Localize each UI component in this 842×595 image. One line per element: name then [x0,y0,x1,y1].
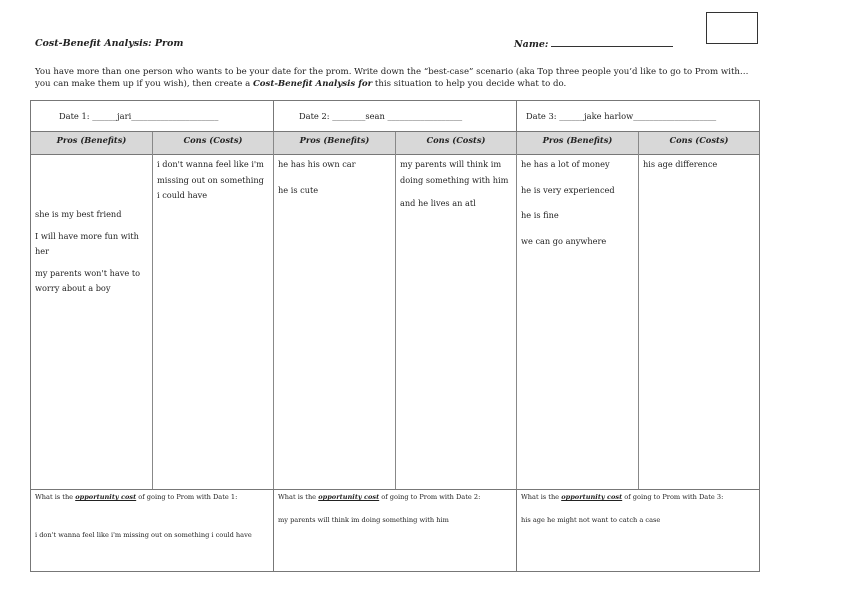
date-2-blank: ________ [332,111,366,121]
date-3-pros-header: Pros (Benefits) [517,132,639,155]
question-prefix: What is the [35,493,76,501]
name-field[interactable] [514,38,673,50]
date-2-con-item: my parents will think im doing something with him [400,159,509,185]
date-3-pros-cell[interactable] [517,155,639,489]
name-line[interactable] [551,38,673,47]
cost-benefit-table [30,100,760,572]
question-prefix: What is the [278,493,319,501]
date-1-pro-item: she is my best friend [35,209,122,219]
instructions-text-2: this situation to help you decide what to do. [372,78,567,89]
date-1-con-item: i don't wanna feel like i'm missing out on something i could have [157,159,264,200]
question-suffix: of going to Prom with Date 3: [622,493,724,501]
date-3-name: jake harlow [584,111,634,121]
date-2-label: Date 2: [299,111,330,121]
question-emphasis: opportunity cost [561,493,623,501]
name-label: Name: [514,39,549,50]
instructions [35,67,755,90]
worksheet-title: Cost-Benefit Analysis: Prom [35,38,184,49]
date-1-label: Date 1: [59,111,90,121]
date-2-cons-header: Cons (Costs) [396,132,517,155]
date-1-opportunity-question [35,491,269,504]
date-2-con-item: and he lives an atl [400,198,476,208]
date-3-opportunity-answer: his age he might not want to catch a case [521,516,661,524]
instructions-text-1: You have more than one person who wants to be your date for the prom. Write down the “best-case” scenario (aka Top three people you’d like to go to Prom with…you can make them up if you wish), then create a [35,67,749,89]
date-1-cell[interactable] [31,101,274,131]
score-box [706,12,758,44]
date-2-name: sean [365,111,385,121]
date-1-blank: ______ [92,111,118,121]
date-1-name: jari [117,111,132,121]
date-1-pro-item: my parents won't have to worry about a boy [35,267,141,293]
date-3-con-item: his age difference [643,159,718,169]
date-3-opportunity-cell[interactable] [517,490,759,572]
date-1-opportunity-answer: i don't wanna feel like i'm missing out on something i could have [35,531,252,539]
date-1-cons-cell[interactable] [153,155,274,489]
date-3-cell[interactable] [517,101,759,131]
date-3-opportunity-question [521,491,755,504]
date-3-pro-item: he is very experienced [521,184,615,195]
date-1-blank-end: _____________________ [131,111,219,121]
date-2-opportunity-question [278,491,512,504]
question-prefix: What is the [521,493,562,501]
question-suffix: of going to Prom with Date 1: [136,493,238,501]
date-3-blank: ______ [559,111,585,121]
date-2-blank-end: __________________ [384,111,463,121]
date-2-pros-header: Pros (Benefits) [274,132,396,155]
date-3-pro-item: we can go anywhere [521,235,607,246]
date-1-pros-cell[interactable] [31,155,153,489]
question-suffix: of going to Prom with Date 2: [379,493,481,501]
date-2-pros-cell[interactable] [274,155,396,489]
date-3-cons-header: Cons (Costs) [669,135,729,145]
column-header-row [31,131,759,155]
date-3-pro-item: he has a lot of money [521,159,610,169]
opportunity-cost-row [31,489,759,571]
date-2-cons-cell[interactable] [396,155,517,489]
date-3-cons-cell[interactable] [639,155,759,489]
date-2-cell[interactable] [274,101,517,131]
date-1-pros-header: Pros (Benefits) [31,132,153,155]
date-3-pro-item: he is fine [521,210,559,220]
date-2-opportunity-cell[interactable] [274,490,517,572]
date-2-pro-item: he is cute [278,184,319,195]
question-emphasis: opportunity cost [318,493,380,501]
instructions-emphasis: Cost-Benefit Analysis for [252,78,373,89]
date-2-opportunity-answer: my parents will think im doing something with him [278,516,449,524]
date-3-blank-end: ____________________ [633,111,717,121]
question-emphasis: opportunity cost [75,493,137,501]
date-1-pro-item: I will have more fun with her [35,230,139,256]
date-row [31,101,759,131]
date-1-cons-header: Cons (Costs) [153,132,274,155]
date-3-label: Date 3: [526,111,557,121]
date-2-pro-item: he has his own car [278,159,356,169]
date-1-opportunity-cell[interactable] [31,490,274,572]
